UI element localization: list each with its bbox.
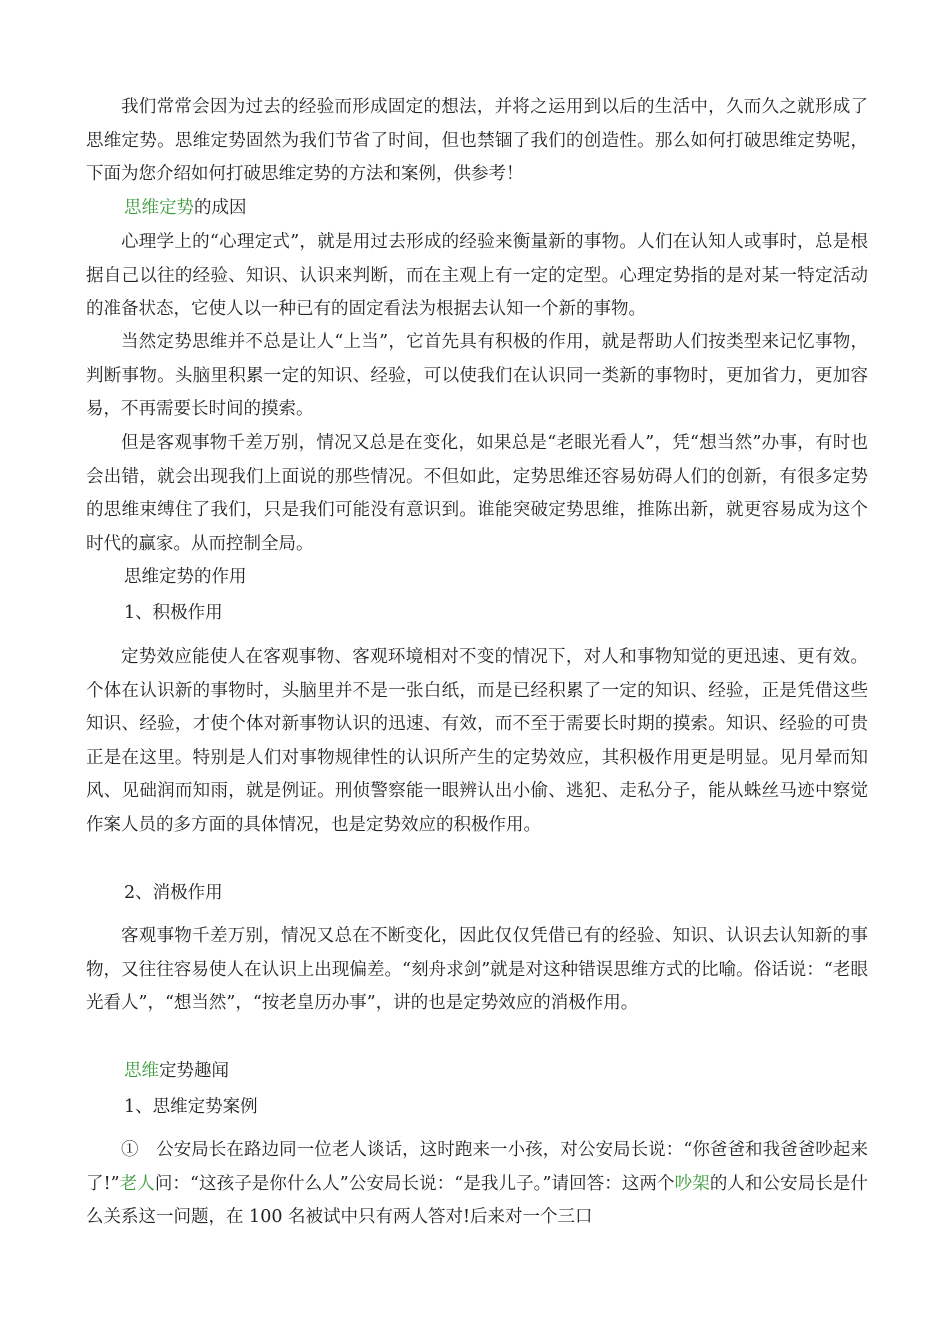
positive-paragraph: 定势效应能使人在客观事物、客观环境相对不变的情况下，对人和事物知觉的更迅速、更有效。个体在认识新的事物时，头脑里并不是一张白纸，而是已经积累了一定的知识、经验，正是凭借这些知识、经验，才使个体对新事物认识的迅速、有效，而不至于需要长时期的摸索。知识、经验的可贵正是在这里。特别是人们对事物规律性的认识所产生的定势效应，其积极作用更是明显。见月晕而知风、见础润而知雨，就是例证。刑侦警察能一眼辨认出小偷、逃犯、走私分子，能从蛛丝马迹中察觉作案人员的多方面的具体情况，也是定势效应的积极作用。 [86,647,868,835]
intro-paragraph: 我们常常会因为过去的经验而形成固定的想法，并将之运用到以后的生活中，久而久之就形成了思维定势。思维定势固然为我们节省了时间，但也禁锢了我们的创造性。那么如何打破思维定势呢，下面为您介绍如何打破思维定势的方法和案例，供参考！ [86,97,868,185]
keyword-link[interactable]: 思维定势 [124,198,194,218]
case-paragraph [86,1134,868,1235]
heading-cause-rest: 的成因 [194,198,247,218]
heading-fun-rest: 定势趣闻 [159,1061,229,1081]
cause-paragraph-1: 心理学上的“心理定式”，就是用过去形成的经验来衡量新的事物。人们在认知人或事时，总是根据自己以往的经验、知识、认识来判断，而在主观上有一定的定型。心理定势指的是对某一特定活动的准备状态，它使人以一种已有的固定看法为根据去认知一个新的事物。 [86,232,868,320]
negative-paragraph: 客观事物千差万别，情况又总在不断变化，因此仅仅凭借已有的经验、知识、认识去认知新的事物，又往往容易使人在认识上出现偏差。“刻舟求剑”就是对这种错误思维方式的比喻。俗话说：“老眼光看人”，“想当然”，“按老皇历办事”，讲的也是定势效应的消极作用。 [86,926,868,1014]
case-text-1: ① 公安局长在路边同一位老人谈话，这时跑来一小孩，对公安局长说：“你爸爸和我爸爸吵起来了!” [86,1140,868,1194]
case-text-3: 的人和公安局长是什么关系这一问题，在 100 名被试中只有两人答对!后来对一个三口 [86,1173,869,1228]
subheading-negative: 2、消极作用 [124,883,223,903]
case-text-2: 问：“这孩子是你什么人”公安局长说：“是我儿子。”请回答：这两个 [154,1173,675,1194]
subheading-positive: 1、积极作用 [124,603,223,623]
cause-paragraph-3: 但是客观事物千差万别，情况又总是在变化，如果总是“老眼光看人”，凭“想当然”办事，有时也会出错，就会出现我们上面说的那些情况。不但如此，定势思维还容易妨碍人们的创新，有很多定势的思维束缚住了我们，只是我们可能没有意识到。谁能突破定势思维，推陈出新，就更容易成为这个时代的赢家。从而控制全局。 [86,433,868,554]
heading-effect: 思维定势的作用 [124,567,247,587]
cause-paragraph-2: 当然定势思维并不总是让人“上当”，它首先具有积极的作用，就是帮助人们按类型来记忆事物，判断事物。头脑里积累一定的知识、经验，可以使我们在认识同一类新的事物时，更加省力，更加容易，不再需要长时间的摸索。 [86,332,868,420]
keyword-link[interactable]: 老人 [119,1173,155,1194]
keyword-link[interactable]: 吵架 [674,1173,710,1194]
subheading-case: 1、思维定势案例 [124,1097,258,1117]
heading-cause [124,192,247,226]
heading-fun [124,1055,229,1089]
keyword-link[interactable]: 思维 [124,1061,159,1081]
